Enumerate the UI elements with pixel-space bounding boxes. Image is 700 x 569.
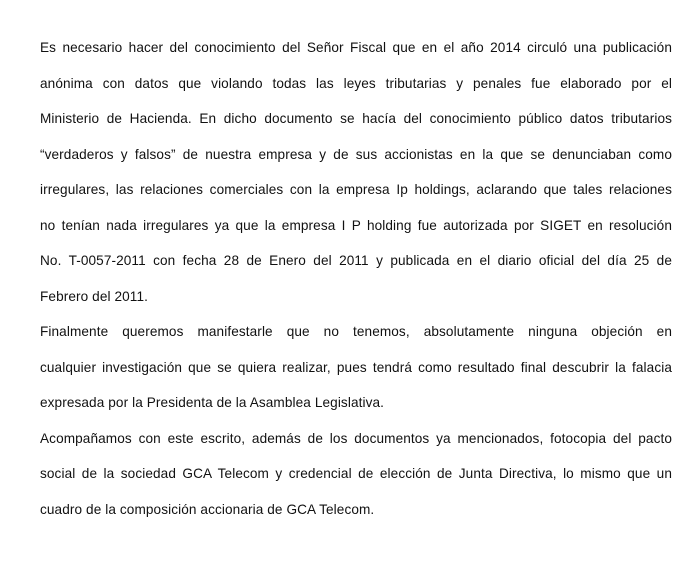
text-line: Ministerio de Hacienda. En dicho documento se hacía del conocimiento público datos tributarios [40,111,672,126]
paragraph-1 [40,30,672,314]
text-line: Febrero del 2011. [40,288,149,304]
text-line: “verdaderos y falsos” de nuestra empresa y de sus accionistas en la que se denunciaban como [40,146,672,162]
text-line: social de la sociedad GCA Telecom y credencial de elección de Junta Directiva, lo mismo que un [40,466,672,481]
text-line: cualquier investigación que se quiera realizar, pues tendrá como resultado final descubrir la falacia [40,359,672,375]
text-line: irregulares, las relaciones comerciales con la empresa Ip holdings, aclarando que tales relaciones [40,182,672,197]
paragraph-3 [40,421,672,528]
text-line: no tenían nada irregulares ya que la empresa I P holding fue autorizada por SIGET en resolución [40,217,672,233]
document-body [40,30,672,527]
text-line: expresada por la Presidenta de la Asamblea Legislativa. [40,395,385,410]
text-line: Finalmente queremos manifestarle que no tenemos, absolutamente ninguna objeción en [40,324,672,339]
paragraph-2 [40,314,672,421]
text-line: Es necesario hacer del conocimiento del Señor Fiscal que en el año 2014 circuló una publicación [40,40,672,55]
text-line: No. T-0057-2011 con fecha 28 de Enero del 2011 y publicada en el diario oficial del día 25 de [40,253,672,268]
text-line: Acompañamos con este escrito, además de los documentos ya mencionados, fotocopia del pacto [40,430,672,446]
text-line: anónima con datos que violando todas las leyes tributarias y penales fue elaborado por el [40,75,672,91]
text-line: cuadro de la composición accionaria de GCA Telecom. [40,501,375,517]
